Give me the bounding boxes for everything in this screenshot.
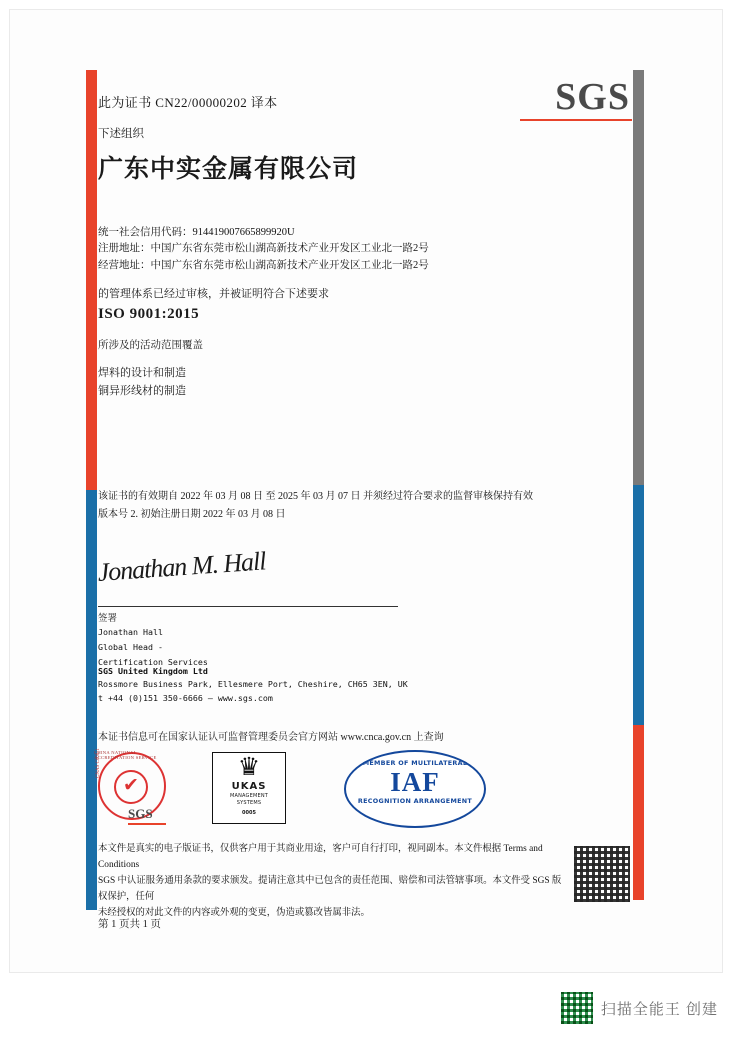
registered-address-line: 注册地址：中国广东省东莞市松山湖高新技术产业开发区工业北一路2号 — [98, 243, 429, 255]
standard-name: ISO 9001:2015 — [98, 305, 200, 322]
decor-bar-blue-right — [633, 485, 644, 725]
ukas-line2: SYSTEMS — [236, 800, 262, 807]
cnas-sgs-text: SGS — [128, 806, 153, 821]
address-block — [98, 225, 638, 274]
decor-bar-blue-left — [86, 490, 97, 910]
certificate-body — [98, 70, 638, 401]
organization-label: 下述组织 — [98, 128, 144, 140]
iaf-mark-icon — [344, 750, 486, 828]
scope-item: 焊料的设计和制造 — [98, 366, 186, 379]
scope-title: 所涉及的活动范围覆盖 — [98, 339, 203, 351]
cnas-sgs-underline — [128, 823, 166, 825]
legal-line-1: 本文件是真实的电子版证书，仅供客户用于其商业用途，客户可自行打印，视同副本。本文件根据 Terms and Conditions — [98, 844, 543, 870]
cnas-sgs-word — [128, 806, 166, 825]
watermark-qr-icon — [561, 992, 593, 1024]
watermark-text: 扫描全能王 创建 — [600, 1000, 718, 1018]
signature-label: 签署 — [98, 614, 118, 624]
scope-items — [98, 364, 638, 401]
legal-line-2: SGS 中认证服务通用条款的要求颁发。提请注意其中已包含的责任范围、赔偿和司法管辖事项。本文件受 SGS 版权保护，任何 — [98, 875, 562, 902]
iaf-top-text: MEMBER OF MULTILATERAL — [362, 759, 468, 767]
page-number: 第 1 页共 1 页 — [98, 919, 161, 930]
accreditation-marks — [94, 750, 524, 830]
legal-notice — [98, 842, 568, 922]
ukas-mark-icon — [212, 752, 286, 824]
ukas-number: 0005 — [242, 809, 256, 816]
decor-bar-red-left — [86, 70, 97, 490]
scanner-watermark — [561, 992, 718, 1024]
cnca-note: 本证书信息可在国家认证认可监督管理委员会官方网站 www.cnca.gov.cn 上查询 — [98, 732, 444, 743]
credit-code-line: 统一社会信用代码：914419007665899920U — [98, 227, 295, 238]
validity-line-1: 该证书的有效期自 2022 年 03 月 08 日 至 2025 年 03 月 07 日 并须经过符合要求的监督审核保持有效 — [98, 491, 533, 502]
signature-mark: Jonathan M. Hall — [96, 546, 267, 587]
ukas-line1: MANAGEMENT — [229, 793, 269, 799]
cnas-mark-icon — [94, 750, 174, 824]
scope-item: 铜异形线材的制造 — [98, 385, 186, 398]
signatory-name: Jonathan Hall — [98, 627, 163, 637]
validity-block — [98, 488, 628, 523]
issuer-address: Rossmore Business Park, Ellesmere Port, Cheshire, CH65 3EN, UK — [98, 679, 408, 690]
signatory-title-line2: Certification Services — [98, 656, 208, 667]
issuer-company: SGS United Kingdom Ltd — [98, 666, 208, 676]
system-statement: 的管理体系已经过审核，并被证明符合下述要求 — [98, 287, 329, 300]
issuer-block — [98, 665, 408, 705]
iaf-bottom-text: RECOGNITION ARRANGEMENT — [357, 797, 473, 805]
validity-line-2: 版本号 2. 初始注册日期 2022 年 03 月 08 日 — [98, 508, 286, 520]
verification-qr-code[interactable] — [574, 846, 630, 902]
cnas-check-icon: ✔ — [114, 770, 148, 804]
operating-address-line: 经营地址：中国广东省东莞市松山湖高新技术产业开发区工业北一路2号 — [98, 259, 429, 271]
signature-rule — [98, 606, 398, 607]
issuer-contact: t +44 (0)151 350-6666 – www.sgs.com — [98, 692, 273, 703]
cnas-side-text: CNAS C000-1 — [96, 748, 101, 778]
signature-block — [96, 546, 398, 669]
ukas-title: UKAS — [231, 781, 267, 792]
crown-icon: ♛ — [237, 754, 261, 781]
certificate-header-line: 此为证书 CN22/00000202 译本 — [98, 95, 278, 110]
decor-bar-red-right — [633, 725, 644, 900]
iaf-center-text: IAF — [390, 767, 440, 797]
sgs-logo-word: SGS — [555, 76, 630, 118]
signatory-title-line1: Global Head - — [98, 641, 163, 652]
organization-name: 广东中实金属有限公司 — [98, 156, 359, 183]
legal-line-3: 未经授权的对此文件的内容或外观的变更，伪造或篡改皆属非法。 — [98, 907, 370, 918]
cnas-arc-text: CHINA NATIONAL ACCREDITATION SERVICE — [94, 750, 157, 760]
certificate-sheet — [10, 10, 722, 972]
